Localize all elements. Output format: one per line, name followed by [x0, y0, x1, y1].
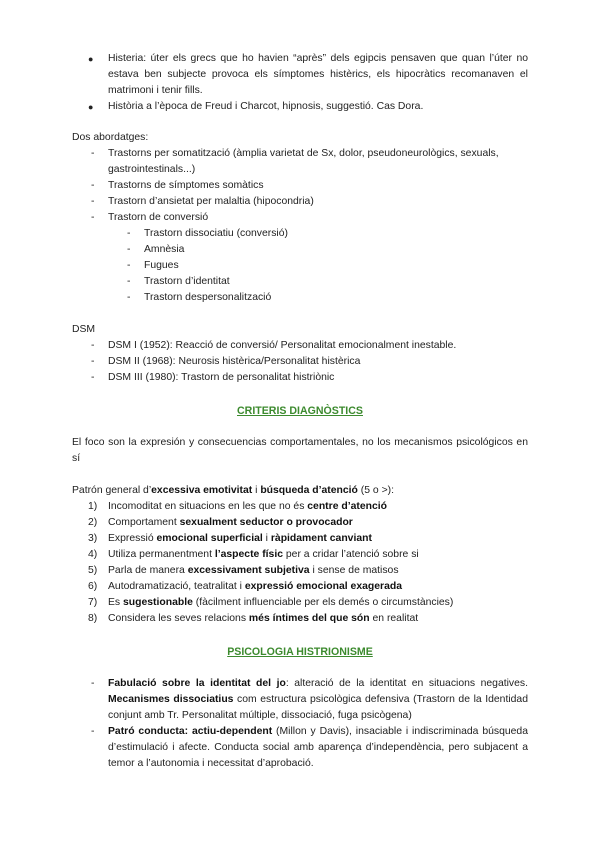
list-item: - Trastorns per somatització (àmplia varietat de Sx, dolor, pseudoneurològics, sexuals, gastrointestinals...): [91, 148, 499, 175]
list-item: 5) Parla de manera excessivament subjetiva i sense de matisos: [88, 565, 399, 576]
dash-icon: -: [127, 276, 131, 287]
sub-list-item: - Amnèsia: [72, 242, 528, 258]
dash-icon: -: [91, 180, 95, 191]
dash-icon: -: [91, 678, 95, 689]
sub-list-item: - Trastorn despersonalització: [72, 290, 528, 306]
abordatges-section: [72, 130, 528, 306]
section-heading-psicologia: PSICOLOGIA HISTRIONISME: [227, 646, 373, 658]
list-item: 2) Comportament sexualment seductor o provocador: [88, 517, 353, 528]
dash-icon: -: [91, 148, 95, 159]
list-item: ● Histeria: úter els grecs que ho havien “après” dels egipcis pensaven que quan l’úter no estava ben subjecte provoca els símptomes histèrics, els hipocràtics recomanaven el matrimoni i tenir fills.: [88, 53, 528, 96]
sub-list-item: - Trastorn d’identitat: [72, 274, 528, 290]
bullet-icon: ●: [88, 54, 94, 64]
list-item: - Patró conducta: actiu-dependent (Millon y Davis), insaciable i indiscriminada búsqueda d’estimulació i afecte. Conducta social amb aparença d’independència, pero subjacent a temor a l’autonomia i necessitat d’aprobació.: [91, 726, 528, 769]
list-item: - Fabulació sobre la identitat del jo: alteració de la identitat en situacions negatives. Mecanismes dissociatius com estructura psicològica defensiva (Trastorn de la Identidad conjunt amb Tr. Personalitat múltiple, dissociació, fuga psicògena): [91, 678, 528, 721]
dash-icon: -: [91, 372, 95, 383]
list-item: - Trastorn d’ansietat per malaltia (hipocondria): [72, 194, 528, 210]
list-item: ● Història a l’època de Freud i Charcot, hipnosis, suggestió. Cas Dora.: [72, 99, 528, 115]
list-item: 4) Utiliza permanentment l’aspecte físic per a cridar l’atenció sobre si: [88, 549, 419, 560]
section-title: Dos abordatges:: [72, 132, 149, 143]
psicologia-list: [72, 676, 528, 772]
list-item: 7) Es sugestionable (fàcilment influenciable per els demés o circumstàncies): [88, 597, 454, 608]
section-heading-criteris: CRITERIS DIAGNÒSTICS: [237, 405, 363, 417]
section-title: DSM: [72, 324, 96, 335]
dash-icon: -: [91, 196, 95, 207]
criteris-list: [72, 483, 528, 627]
bullet-icon: ●: [88, 102, 94, 112]
intro-bullet-list: [72, 51, 528, 115]
list-item: - Trastorns de símptomes somàtics: [72, 178, 528, 194]
sub-list-item: - Trastorn dissociatiu (conversió): [72, 226, 528, 242]
dash-icon: -: [127, 228, 131, 239]
list-item: 3) Expressió emocional superficial i ràpidament canviant: [88, 533, 372, 544]
list-item: 8) Considera les seves relacions més íntimes del que són en realitat: [88, 613, 419, 624]
dash-icon: -: [127, 292, 131, 303]
dash-icon: -: [127, 260, 131, 271]
list-item: - Trastorn de conversió: [72, 210, 528, 226]
dash-icon: -: [91, 726, 95, 737]
list-item: - DSM I (1952): Reacció de conversió/ Personalitat emocionalment inestable.: [72, 338, 528, 354]
dash-icon: -: [91, 212, 95, 223]
list-item: 1) Incomoditat en situacions en les que no és centre d’atenció: [88, 501, 387, 512]
sub-list-item: - Fugues: [72, 258, 528, 274]
criteris-general: Patrón general d’excessiva emotivitat i búsqueda d’atenció (5 o >):: [72, 485, 394, 496]
dash-icon: -: [91, 340, 95, 351]
dash-icon: -: [127, 244, 131, 255]
list-item: 6) Autodramatizació, teatralitat i expressió emocional exagerada: [88, 581, 402, 592]
criteris-intro: El foco son la expresión y consecuencias comportamentales, no los mecanismos psicológicos en sí: [72, 437, 528, 464]
list-item: - DSM III (1980): Trastorn de personalitat histriònic: [72, 370, 528, 386]
list-item: - DSM II (1968): Neurosis histèrica/Personalitat histèrica: [72, 354, 528, 370]
dash-icon: -: [91, 356, 95, 367]
dsm-section: [72, 322, 528, 386]
